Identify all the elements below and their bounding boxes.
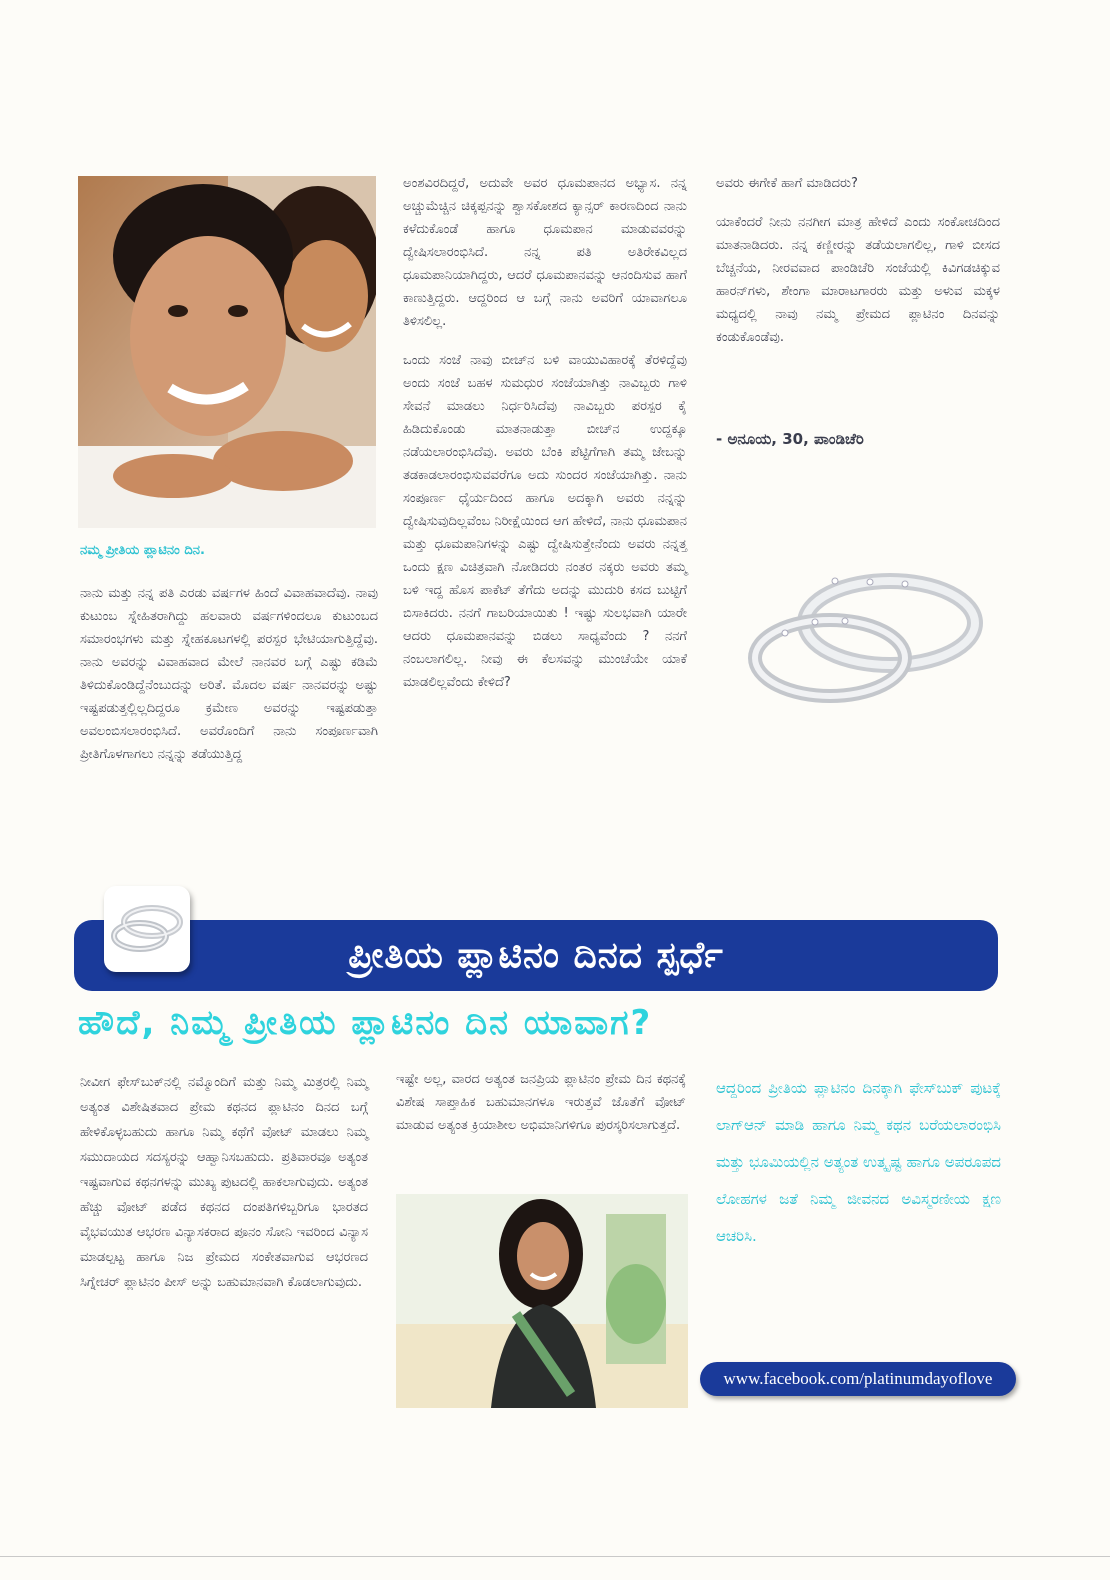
contest-subheading: ಹೌದೆ, ನಿಮ್ಮ ಪ್ರೀತಿಯ ಪ್ಲಾಟಿನಂ ದಿನ ಯಾವಾಗ? [78, 1003, 653, 1043]
article-col1-paragraph: ನಾನು ಮತ್ತು ನನ್ನ ಪತಿ ಎರಡು ವರ್ಷಗಳ ಹಿಂದೆ ವಿವಾಹವಾದೆವು. ನಾವು ಕುಟುಂಬ ಸ್ನೇಹಿತರಾಗಿದ್ದು ಹಲವಾರು ವರ್ಷಗಳಿಂದಲೂ ಕುಟುಂಬದ ಸಮಾರಂಭಗಳು ಮತ್ತು ಸ್ನೇಹಕೂಟಗಳಲ್ಲಿ ಪರಸ್ಪರ ಭೇಟಿಯಾಗುತ್ತಿದ್ದೆವು. ನಾನು ಅವರನ್ನು ವಿವಾಹವಾದ ಮೇಲೆ ನಾನವರ ಬಗ್ಗೆ ಎಷ್ಟು ಕಡಿಮೆ ತಿಳಿದುಕೊಂಡಿದ್ದೆನೆಂಬುದನ್ನು ಅರಿತೆ. ಮೊದಲ ವರ್ಷ ನಾನವರನ್ನು ಅಷ್ಟು ಇಷ್ಟಪಡುತ್ತಲ್ಲಿಲ್ಲದಿದ್ದರೂ ಕ್ರಮೇಣ ಅವರನ್ನು ಇಷ್ಟಪಡುತ್ತಾ ಅವಲಂಬಿಸಲಾರಂಭಿಸಿದೆ. ಅವರೊಂದಿಗೆ ನಾನು ಸಂಪೂರ್ಣವಾಗಿ ಪ್ರೀತಿಗೊಳಗಾಗಲು ನನ್ನನ್ನು ತಡೆಯುತ್ತಿದ್ದ [80, 586, 378, 762]
contest-column-3 [716, 1070, 1001, 1255]
rings-badge [104, 886, 190, 972]
couple-photo [78, 176, 376, 528]
contest-column-1 [80, 1070, 368, 1311]
contest-column-2 [396, 1068, 686, 1153]
designer-photo-illustration [396, 1194, 688, 1408]
article-column-2 [403, 172, 687, 710]
couple-photo-illustration [78, 176, 376, 528]
photo-caption: ನಮ್ಮ ಪ್ರೀತಿಯ ಪ್ಲಾಟಿನಂ ದಿನ. [80, 543, 205, 558]
rings-illustration [740, 548, 990, 728]
contest-col2-paragraph: ಇಷ್ಟೇ ಅಲ್ಲ, ವಾರದ ಅತ್ಯಂತ ಜನಪ್ರಿಯ ಪ್ಲಾಟಿನಂ ಪ್ರೇಮ ದಿನ ಕಥನಕ್ಕೆ ವಿಶೇಷ ಸಾಪ್ತಾಹಿಕ ಬಹುಮಾನಗಳೂ ಇರುತ್ತವೆ ಜೊತೆಗೆ ವೋಟ್ ಮಾಡುವ ಅತ್ಯಂತ ಕ್ರಿಯಾಶೀಲ ಅಭಿಮಾನಿಗಳಿಗೂ ಪುರಸ್ಕರಿಸಲಾಗುತ್ತದೆ. [396, 1072, 686, 1133]
facebook-link-button[interactable] [700, 1362, 1016, 1396]
facebook-link-text[interactable]: www.facebook.com/platinumdayoflove [723, 1369, 993, 1388]
contest-banner-title: ಪ್ರೀತಿಯ ಪ್ಲಾಟಿನಂ ದಿನದ ಸ್ಪರ್ಧೆ [348, 935, 724, 976]
page-bottom-rule [0, 1556, 1110, 1557]
designer-photo [396, 1194, 688, 1408]
contest-banner [74, 920, 998, 991]
article-column-3 [716, 172, 1000, 365]
article-col3-paragraph-2: ಯಾಕೆಂದರೆ ನೀನು ನನಗೀಗ ಮಾತ್ರ ಹೇಳಿದೆ ಎಂದು ಸಂಕೋಚದಿಂದ ಮಾತನಾಡಿದರು. ನನ್ನ ಕಣ್ಣೀರನ್ನು ತಡೆಯಲಾಗಲಿಲ್ಲ, ಗಾಳಿ ಬೀಸದ ಬೆಚ್ಚನೆಯ, ನೀರವವಾದ ಪಾಂಡಿಚೆರಿ ಸಂಜೆಯಲ್ಲಿ ಕಿವಿಗಡಚಿಕ್ಕುವ ಹಾರನ್‌ಗಳು, ಶೇಂಗಾ ಮಾರಾಟಗಾರರು ಮತ್ತು ಅಳುವ ಮಕ್ಕಳ ಮಧ್ಯದಲ್ಲಿ ನಾವು ನಮ್ಮ ಪ್ರೇಮದ ಪ್ಲಾಟಿನಂ ದಿನವನ್ನು ಕಂಡುಕೊಂಡೆವು. [716, 215, 1000, 345]
contest-col1-paragraph: ನೀವೀಗ ಫೇಸ್‌ಬುಕ್‌ನಲ್ಲಿ ನಮ್ಮೊಂದಿಗೆ ಮತ್ತು ನಿಮ್ಮ ಮಿತ್ರರಲ್ಲಿ ನಿಮ್ಮ ಅತ್ಯಂತ ವಿಶೇಷಿತವಾದ ಪ್ರೇಮ ಕಥನದ ಪ್ಲಾಟಿನಂ ದಿನದ ಬಗ್ಗೆ ಹೇಳಿಕೊಳ್ಳಬಹುದು ಹಾಗೂ ನಿಮ್ಮ ಕಥೆಗೆ ವೋಟ್ ಮಾಡಲು ನಿಮ್ಮ ಸಮುದಾಯದ ಸದಸ್ಯರನ್ನು ಆಹ್ವಾನಿಸಬಹುದು. ಪ್ರತಿವಾರವೂ ಅತ್ಯಂತ ಇಷ್ಟವಾಗುವ ಕಥನಗಳನ್ನು ಮುಖ್ಯ ಪುಟದಲ್ಲಿ ಹಾಕಲಾಗುವುದು. ಅತ್ಯಂತ ಹೆಚ್ಚು ವೋಟ್ ಪಡೆದ ಕಥನದ ದಂಪತಿಗಳಿಬ್ಬರಿಗೂ ಭಾರತದ ವೈಭವಯುತ ಆಭರಣ ವಿನ್ಯಾಸಕರಾದ ಪೂನಂ ಸೋನಿ ಇವರಿಂದ ವಿನ್ಯಾಸ ಮಾಡಲ್ಪಟ್ಟ ಹಾಗೂ ನಿಜ ಪ್ರೇಮದ ಸಂಕೇತವಾಗುವ ಆಭರಣದ ಸಿಗ್ನೇಚರ್ ಪ್ಲಾಟಿನಂ ಪೀಸ್ ಅನ್ನು ಬಹುಮಾನವಾಗಿ ಕೊಡಲಾಗುವುದು. [80, 1075, 368, 1290]
article-col2-paragraph-2: ಒಂದು ಸಂಜೆ ನಾವು ಬೀಚ್‌ನ ಬಳಿ ವಾಯುವಿಹಾರಕ್ಕೆ ತೆರಳಿದ್ದೆವು ಅಂದು ಸಂಜೆ ಬಹಳ ಸುಮಧುರ ಸಂಜೆಯಾಗಿತ್ತು ನಾವಿಬ್ಬರು ಗಾಳಿ ಸೇವನೆ ಮಾಡಲು ನಿರ್ಧರಿಸಿದೆವು ನಾವಿಬ್ಬರು ಪರಸ್ಪರ ಕೈ ಹಿಡಿದುಕೊಂಡು ಮಾತನಾಡುತ್ತಾ ಬೀಚ್‌ನ ಉದ್ದಕ್ಕೂ ನಡೆಯಲಾರಂಭಿಸಿದೆವು. ಅವರು ಬೆಂಕಿ ಪೆಟ್ಟಿಗೆಗಾಗಿ ತಮ್ಮ ಜೇಬನ್ನು ತಡಕಾಡಲಾರಂಭಿಸುವವರೆಗೂ ಅದು ಸುಂದರ ಸಂಜೆಯಾಗಿತ್ತು. ನಾನು ಸಂಪೂರ್ಣ ಧೈರ್ಯದಿಂದ ಹಾಗೂ ಅದಕ್ಕಾಗಿ ಅವರು ನನ್ನನ್ನು ದ್ವೇಷಿಸುವುದಿಲ್ಲವೆಂಬ ನಿರೀಕ್ಷೆಯಿಂದ ಆಗ ಹೇಳಿದೆ, ನಾನು ಧೂಮಪಾನ ಮತ್ತು ಧೂಮಪಾನಿಗಳನ್ನು ಎಷ್ಟು ದ್ವೇಷಿಸುತ್ತೇನೆಂದು ಅವರು ನನ್ನತ್ತ ಒಂದು ಕ್ಷಣ ವಿಚಿತ್ರವಾಗಿ ನೋಡಿದರು ನಂತರ ನಕ್ಕರು ಅವರು ತಮ್ಮ ಬಳಿ ಇದ್ದ ಹೊಸ ಪಾಕೆಟ್ ತೆಗೆದು ಅದನ್ನು ಮುದುರಿ ಕಸದ ಬುಟ್ಟಿಗೆ ಬಿಸಾಕಿದರು. ನನಗೆ ಗಾಬರಿಯಾಯಿತು ! ಇಷ್ಟು ಸುಲಭವಾಗಿ ಯಾರೇ ಆದರು ಧೂಮಪಾನವನ್ನು ಬಿಡಲು ಸಾಧ್ಯವೆಂದು ? ನನಗೆ ನಂಬಲಾಗಲಿಲ್ಲ. ನೀವು ಈ ಕೆಲಸವನ್ನು ಮುಂಚೆಯೇ ಯಾಕೆ ಮಾಡಲಿಲ್ಲವೆಂದು ಕೇಳಿದೆ? [403, 353, 687, 690]
rings-badge-icon [104, 886, 190, 972]
article-column-1 [80, 582, 378, 782]
platinum-rings-image [740, 548, 990, 728]
author-signoff: - ಅನೂಯ, 30, ಪಾಂಡಿಚೆರಿ [716, 430, 864, 448]
article-col3-paragraph-1: ಅವರು ಈಗೇಕೆ ಹಾಗೆ ಮಾಡಿದರು? [716, 176, 858, 191]
article-col2-paragraph-1: ಅಂಶವಿರದಿದ್ದರೆ, ಅದುವೇ ಅವರ ಧೂಮಪಾನದ ಅಭ್ಯಾಸ. ನನ್ನ ಅಚ್ಚುಮೆಚ್ಚಿನ ಚಿಕ್ಕಪ್ಪನನ್ನು ಶ್ವಾಸಕೋಶದ ಕ್ಯಾನ್ಸರ್ ಕಾರಣದಿಂದ ನಾನು ಕಳೆದುಕೊಂಡೆ ಹಾಗೂ ಧೂಮಪಾನ ಮಾಡುವವರನ್ನು ದ್ವೇಷಿಸಲಾರಂಭಿಸಿದೆ. ನನ್ನ ಪತಿ ಅತಿರೇಕವಿಲ್ಲದ ಧೂಮಪಾನಿಯಾಗಿದ್ದರು, ಆದರೆ ಧೂಮಪಾನವನ್ನು ಆನಂದಿಸುವ ಹಾಗೆ ಕಾಣುತ್ತಿದ್ದರು. ಆದ್ದರಿಂದ ಆ ಬಗ್ಗೆ ನಾನು ಅವರಿಗೆ ಯಾವಾಗಲೂ ತಿಳಿಸಲಿಲ್ಲ. [403, 176, 687, 329]
contest-col3-text: ಆದ್ದರಿಂದ ಪ್ರೀತಿಯ ಪ್ಲಾಟಿನಂ ದಿನಕ್ಕಾಗಿ ಫೇಸ್‌ಬುಕ್ ಪುಟಕ್ಕೆ ಲಾಗ್‌ಆನ್ ಮಾಡಿ ಹಾಗೂ ನಿಮ್ಮ ಕಥನ ಬರೆಯಲಾರಂಭಿಸಿ ಮತ್ತು ಭೂಮಿಯಲ್ಲಿನ ಅತ್ಯಂತ ಉತ್ಕೃಷ್ಟ ಹಾಗೂ ಅಪರೂಪದ ಲೋಹಗಳ ಜತೆ ನಿಮ್ಮ ಜೀವನದ ಅವಿಸ್ಮರಣೀಯ ಕ್ಷಣ ಆಚರಿಸಿ. [716, 1079, 1001, 1245]
